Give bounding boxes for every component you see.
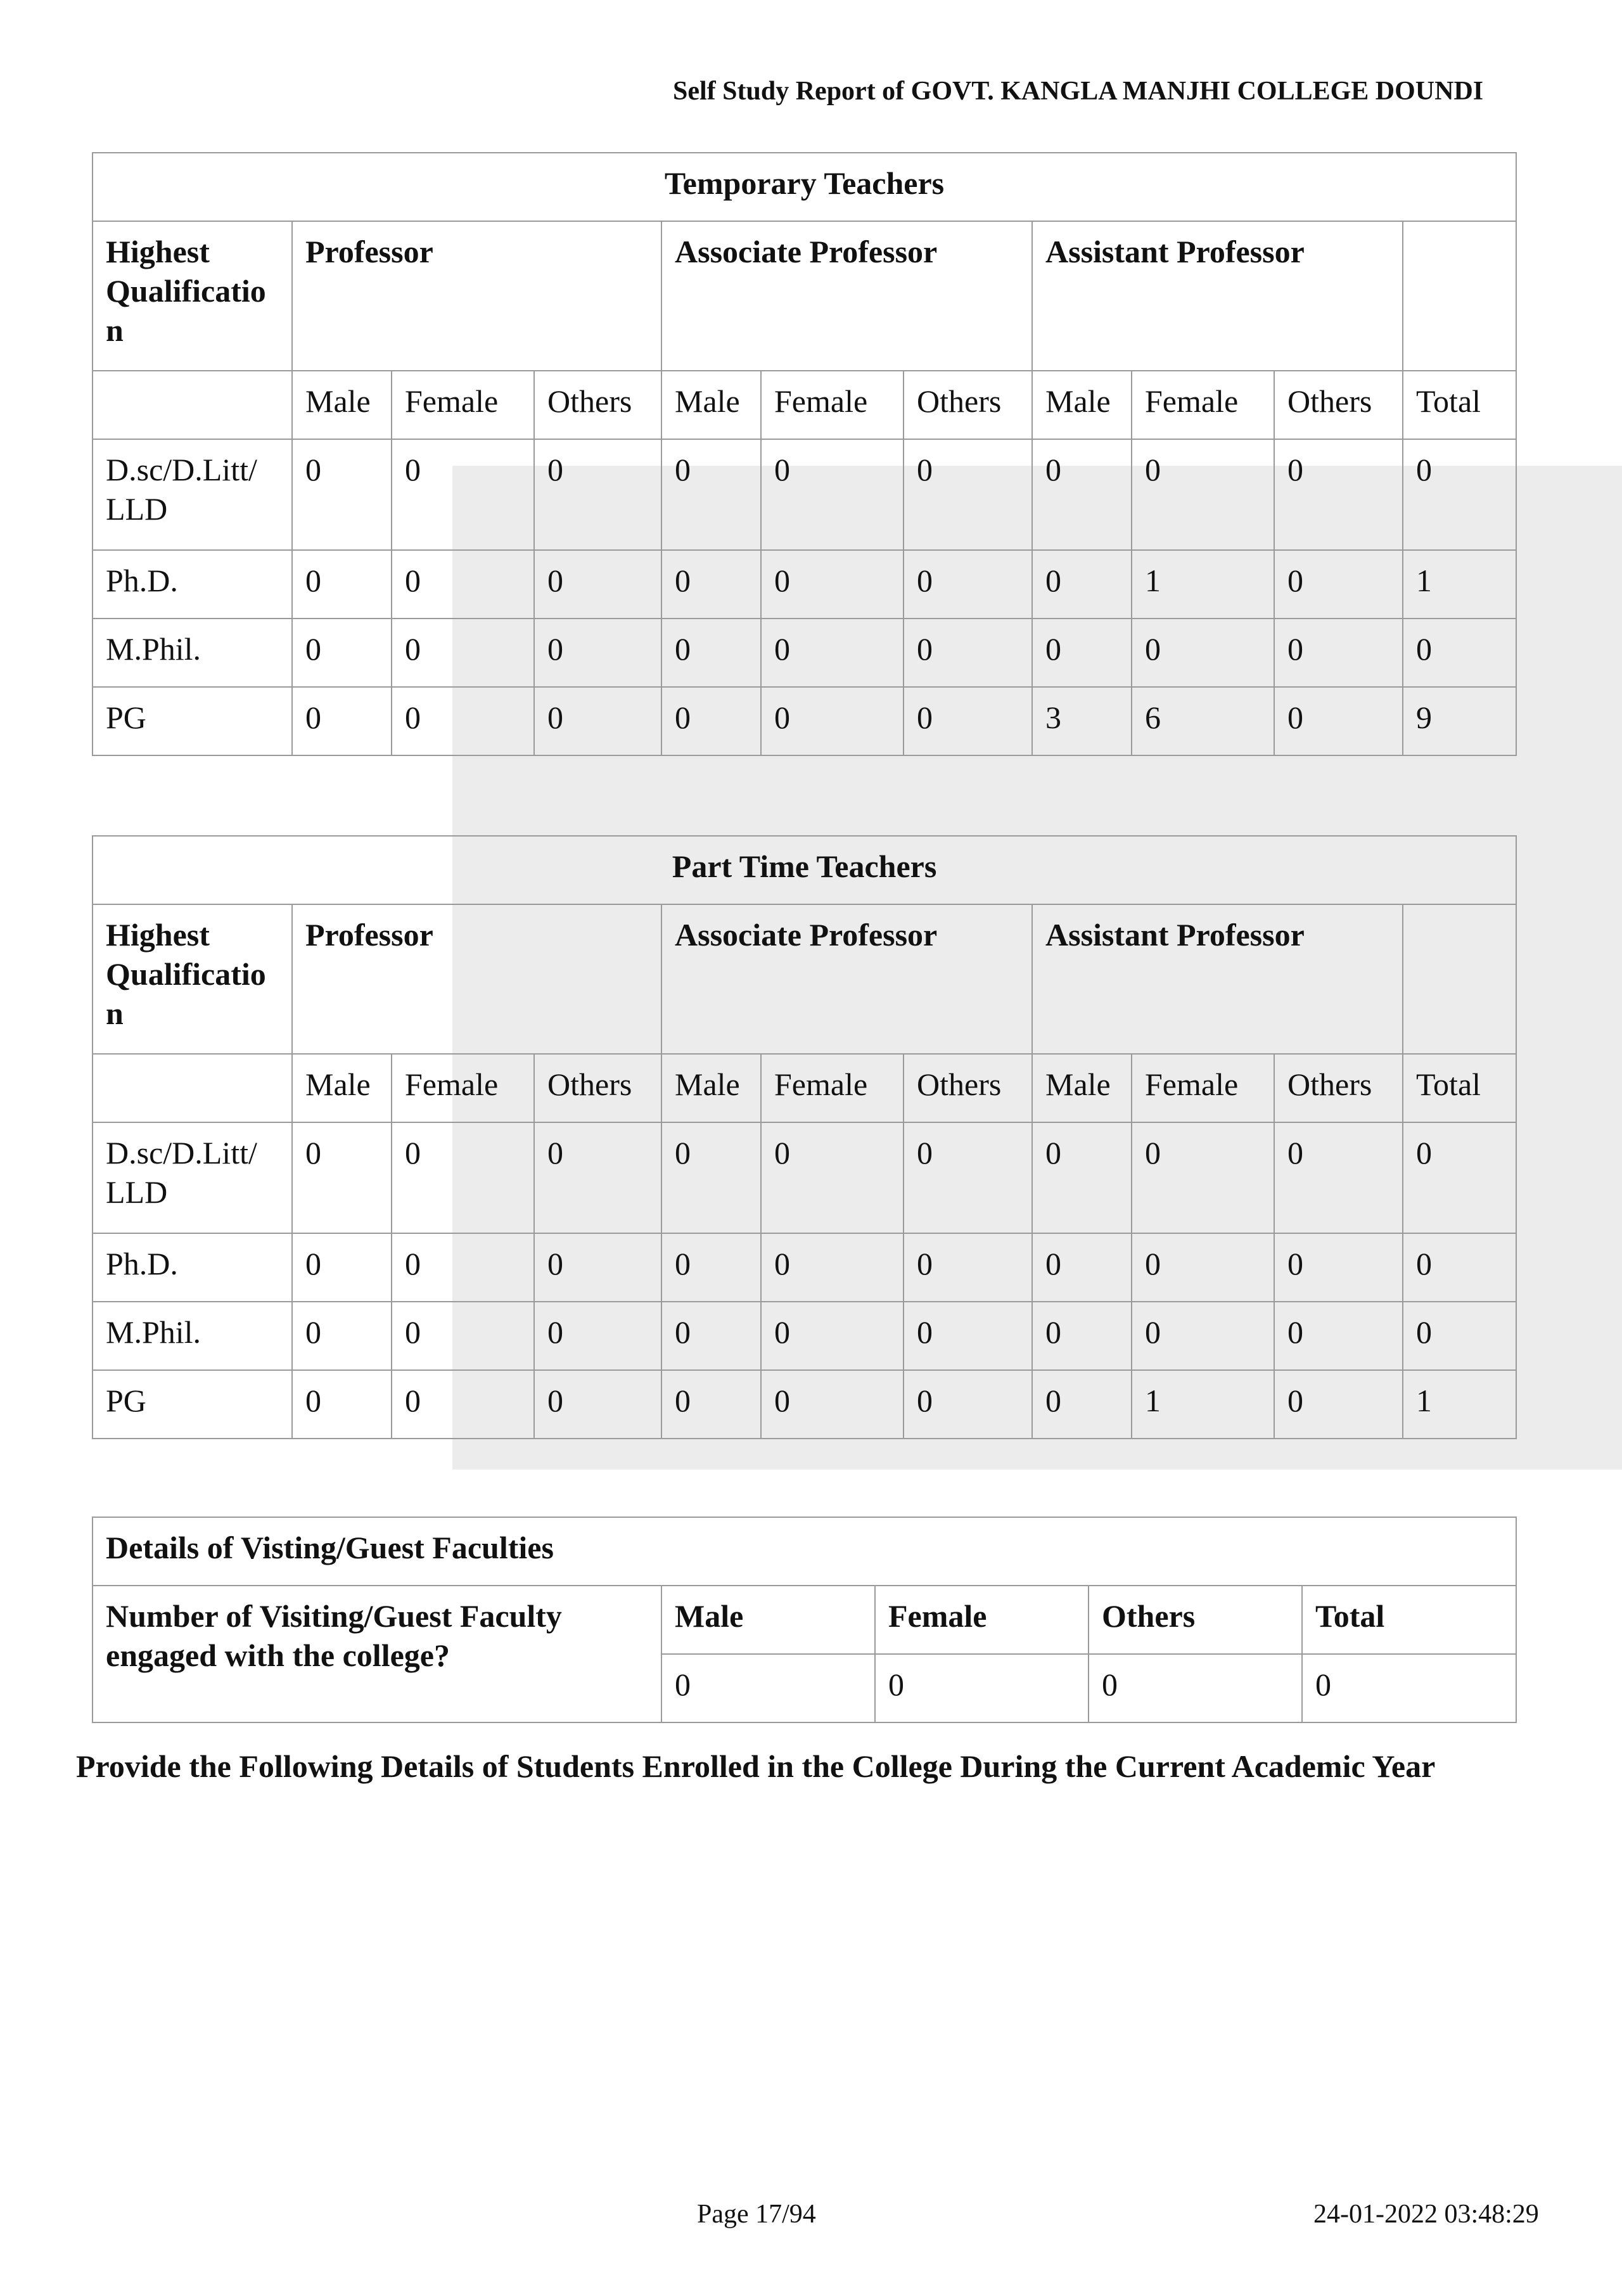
table-cell: 0 <box>761 1233 904 1302</box>
table-cell: 0 <box>392 1370 534 1439</box>
table-cell: 0 <box>761 550 904 619</box>
table-cell: 0 <box>761 1122 904 1233</box>
table-cell: 0 <box>1132 619 1274 687</box>
table-cell: 0 <box>534 687 661 755</box>
guest-header-cell: Others <box>1089 1586 1302 1654</box>
row-label: PG <box>93 687 292 755</box>
group-header-professor: Professor <box>292 904 661 1054</box>
subheader-cell: Others <box>1274 371 1403 439</box>
table-cell: 0 <box>661 1302 761 1370</box>
table-title: Part Time Teachers <box>93 836 1516 904</box>
table-cell: 0 <box>1403 439 1516 550</box>
table-cell: 0 <box>292 1122 392 1233</box>
subheader-cell: Total <box>1403 371 1516 439</box>
table-cell: 0 <box>534 1302 661 1370</box>
guest-header-cell: Total <box>1302 1586 1516 1654</box>
guest-value-cell: 0 <box>661 1654 875 1722</box>
subheader-cell: Others <box>904 371 1032 439</box>
table-cell: 0 <box>661 1122 761 1233</box>
table-row <box>93 687 1516 755</box>
subheader-cell: Male <box>661 1054 761 1122</box>
part-time-teachers-table <box>92 835 1517 1439</box>
table-row <box>93 1370 1516 1439</box>
group-header-associate-professor: Associate Professor <box>661 904 1032 1054</box>
row-label: PG <box>93 1370 292 1439</box>
row-label: D.sc/D.Litt/ LLD <box>93 439 292 550</box>
footer-timestamp: 24-01-2022 03:48:29 <box>1313 2200 1539 2229</box>
temporary-teachers-table <box>92 152 1517 756</box>
table-cell: 0 <box>904 439 1032 550</box>
table-cell: 0 <box>1032 1302 1132 1370</box>
table-cell: 0 <box>1132 1122 1274 1233</box>
table-cell: 0 <box>904 1233 1032 1302</box>
subheader-cell: Female <box>392 1054 534 1122</box>
table-cell: 1 <box>1403 1370 1516 1439</box>
guest-value-cell: 0 <box>875 1654 1089 1722</box>
subheader-cell: Total <box>1403 1054 1516 1122</box>
row-label: D.sc/D.Litt/ LLD <box>93 1122 292 1233</box>
subheader-blank <box>93 1054 292 1122</box>
table-cell: 0 <box>904 687 1032 755</box>
subheader-blank <box>93 371 292 439</box>
table-cell: 0 <box>392 619 534 687</box>
table-cell: 0 <box>1032 1370 1132 1439</box>
guest-value-cell: 0 <box>1302 1654 1516 1722</box>
guest-header-cell: Male <box>661 1586 875 1654</box>
table-cell: 0 <box>904 550 1032 619</box>
table-cell: 1 <box>1403 550 1516 619</box>
row-label: Ph.D. <box>93 1233 292 1302</box>
table-cell: 3 <box>1032 687 1132 755</box>
table-cell: 0 <box>761 1370 904 1439</box>
group-header-professor: Professor <box>292 221 661 371</box>
table-cell: 0 <box>292 550 392 619</box>
row-label: M.Phil. <box>93 1302 292 1370</box>
row-label: M.Phil. <box>93 619 292 687</box>
table-cell: 0 <box>904 1122 1032 1233</box>
table-cell: 0 <box>761 439 904 550</box>
group-header-blank <box>1403 221 1516 371</box>
table-cell: 1 <box>1132 550 1274 619</box>
table-cell: 0 <box>392 550 534 619</box>
guest-value-cell: 0 <box>1089 1654 1302 1722</box>
table-cell: 0 <box>904 619 1032 687</box>
table-title: Temporary Teachers <box>93 153 1516 221</box>
table-cell: 0 <box>292 619 392 687</box>
table-cell: 0 <box>1403 619 1516 687</box>
table-row <box>93 550 1516 619</box>
table-cell: 0 <box>534 550 661 619</box>
guest-table-title: Details of Visting/Guest Faculties <box>93 1517 1516 1586</box>
table-cell: 0 <box>292 439 392 550</box>
table-cell: 9 <box>1403 687 1516 755</box>
group-header-blank <box>1403 904 1516 1054</box>
qualification-header: Highest Qualificatio n <box>93 904 292 1054</box>
table-cell: 0 <box>1403 1122 1516 1233</box>
table-cell: 0 <box>1274 687 1403 755</box>
table-cell: 0 <box>1274 439 1403 550</box>
table-cell: 0 <box>1274 1302 1403 1370</box>
table-cell: 0 <box>661 687 761 755</box>
subheader-cell: Male <box>661 371 761 439</box>
table-cell: 0 <box>534 439 661 550</box>
subheader-cell: Female <box>1132 1054 1274 1122</box>
table-cell: 0 <box>1132 1233 1274 1302</box>
table-cell: 0 <box>1132 439 1274 550</box>
table-cell: 0 <box>1032 619 1132 687</box>
table-row <box>93 1233 1516 1302</box>
table-cell: 0 <box>661 619 761 687</box>
table-cell: 0 <box>534 1122 661 1233</box>
group-header-assistant-professor: Assistant Professor <box>1032 904 1403 1054</box>
table-cell: 0 <box>392 439 534 550</box>
table-cell: 0 <box>1032 550 1132 619</box>
qualification-header: Highest Qualificatio n <box>93 221 292 371</box>
subheader-cell: Male <box>1032 371 1132 439</box>
table-cell: 0 <box>1274 1122 1403 1233</box>
table-cell: 0 <box>904 1302 1032 1370</box>
report-header: Self Study Report of GOVT. KANGLA MANJHI COLLEGE DOUNDI <box>673 77 1484 106</box>
table-cell: 0 <box>1032 1233 1132 1302</box>
subheader-cell: Male <box>292 1054 392 1122</box>
subheader-cell: Others <box>534 1054 661 1122</box>
table-cell: 0 <box>534 1370 661 1439</box>
table-cell: 0 <box>392 1233 534 1302</box>
table-cell: 0 <box>534 619 661 687</box>
group-header-assistant-professor: Assistant Professor <box>1032 221 1403 371</box>
table-cell: 0 <box>761 1302 904 1370</box>
subheader-cell: Others <box>534 371 661 439</box>
table-cell: 1 <box>1132 1370 1274 1439</box>
table-cell: 0 <box>1032 439 1132 550</box>
table-cell: 0 <box>661 1233 761 1302</box>
table-row <box>93 439 1516 550</box>
table-cell: 0 <box>661 550 761 619</box>
table-cell: 0 <box>1274 1370 1403 1439</box>
subheader-cell: Female <box>761 371 904 439</box>
guest-header-cell: Female <box>875 1586 1089 1654</box>
table-row <box>93 1122 1516 1233</box>
table-cell: 0 <box>292 1233 392 1302</box>
table-cell: 0 <box>1274 550 1403 619</box>
table-cell: 0 <box>1274 619 1403 687</box>
guest-question: Number of Visiting/Guest Faculty engaged with the college? <box>93 1586 661 1722</box>
table-cell: 0 <box>661 1370 761 1439</box>
table-cell: 6 <box>1132 687 1274 755</box>
table-cell: 0 <box>904 1370 1032 1439</box>
table-cell: 0 <box>1403 1302 1516 1370</box>
table-cell: 0 <box>392 687 534 755</box>
table-cell: 0 <box>292 687 392 755</box>
subheader-cell: Others <box>904 1054 1032 1122</box>
group-header-associate-professor: Associate Professor <box>661 221 1032 371</box>
subheader-cell: Male <box>1032 1054 1132 1122</box>
table-cell: 0 <box>292 1370 392 1439</box>
table-cell: 0 <box>392 1302 534 1370</box>
table-cell: 0 <box>534 1233 661 1302</box>
table-cell: 0 <box>1403 1233 1516 1302</box>
table-cell: 0 <box>392 1122 534 1233</box>
table-cell: 0 <box>1132 1302 1274 1370</box>
table-row <box>93 619 1516 687</box>
table-cell: 0 <box>761 687 904 755</box>
subheader-cell: Others <box>1274 1054 1403 1122</box>
table-cell: 0 <box>292 1302 392 1370</box>
table-cell: 0 <box>661 439 761 550</box>
table-cell: 0 <box>1032 1122 1132 1233</box>
subheader-cell: Female <box>1132 371 1274 439</box>
subheader-cell: Female <box>761 1054 904 1122</box>
table-cell: 0 <box>761 619 904 687</box>
page-number: Page 17/94 <box>697 2200 816 2229</box>
section-heading: Provide the Following Details of Students Enrolled in the College During the Current Academic Year <box>76 1748 1436 1784</box>
table-cell: 0 <box>1274 1233 1403 1302</box>
subheader-cell: Male <box>292 371 392 439</box>
guest-faculty-table <box>92 1517 1517 1723</box>
subheader-cell: Female <box>392 371 534 439</box>
table-row <box>93 1302 1516 1370</box>
row-label: Ph.D. <box>93 550 292 619</box>
